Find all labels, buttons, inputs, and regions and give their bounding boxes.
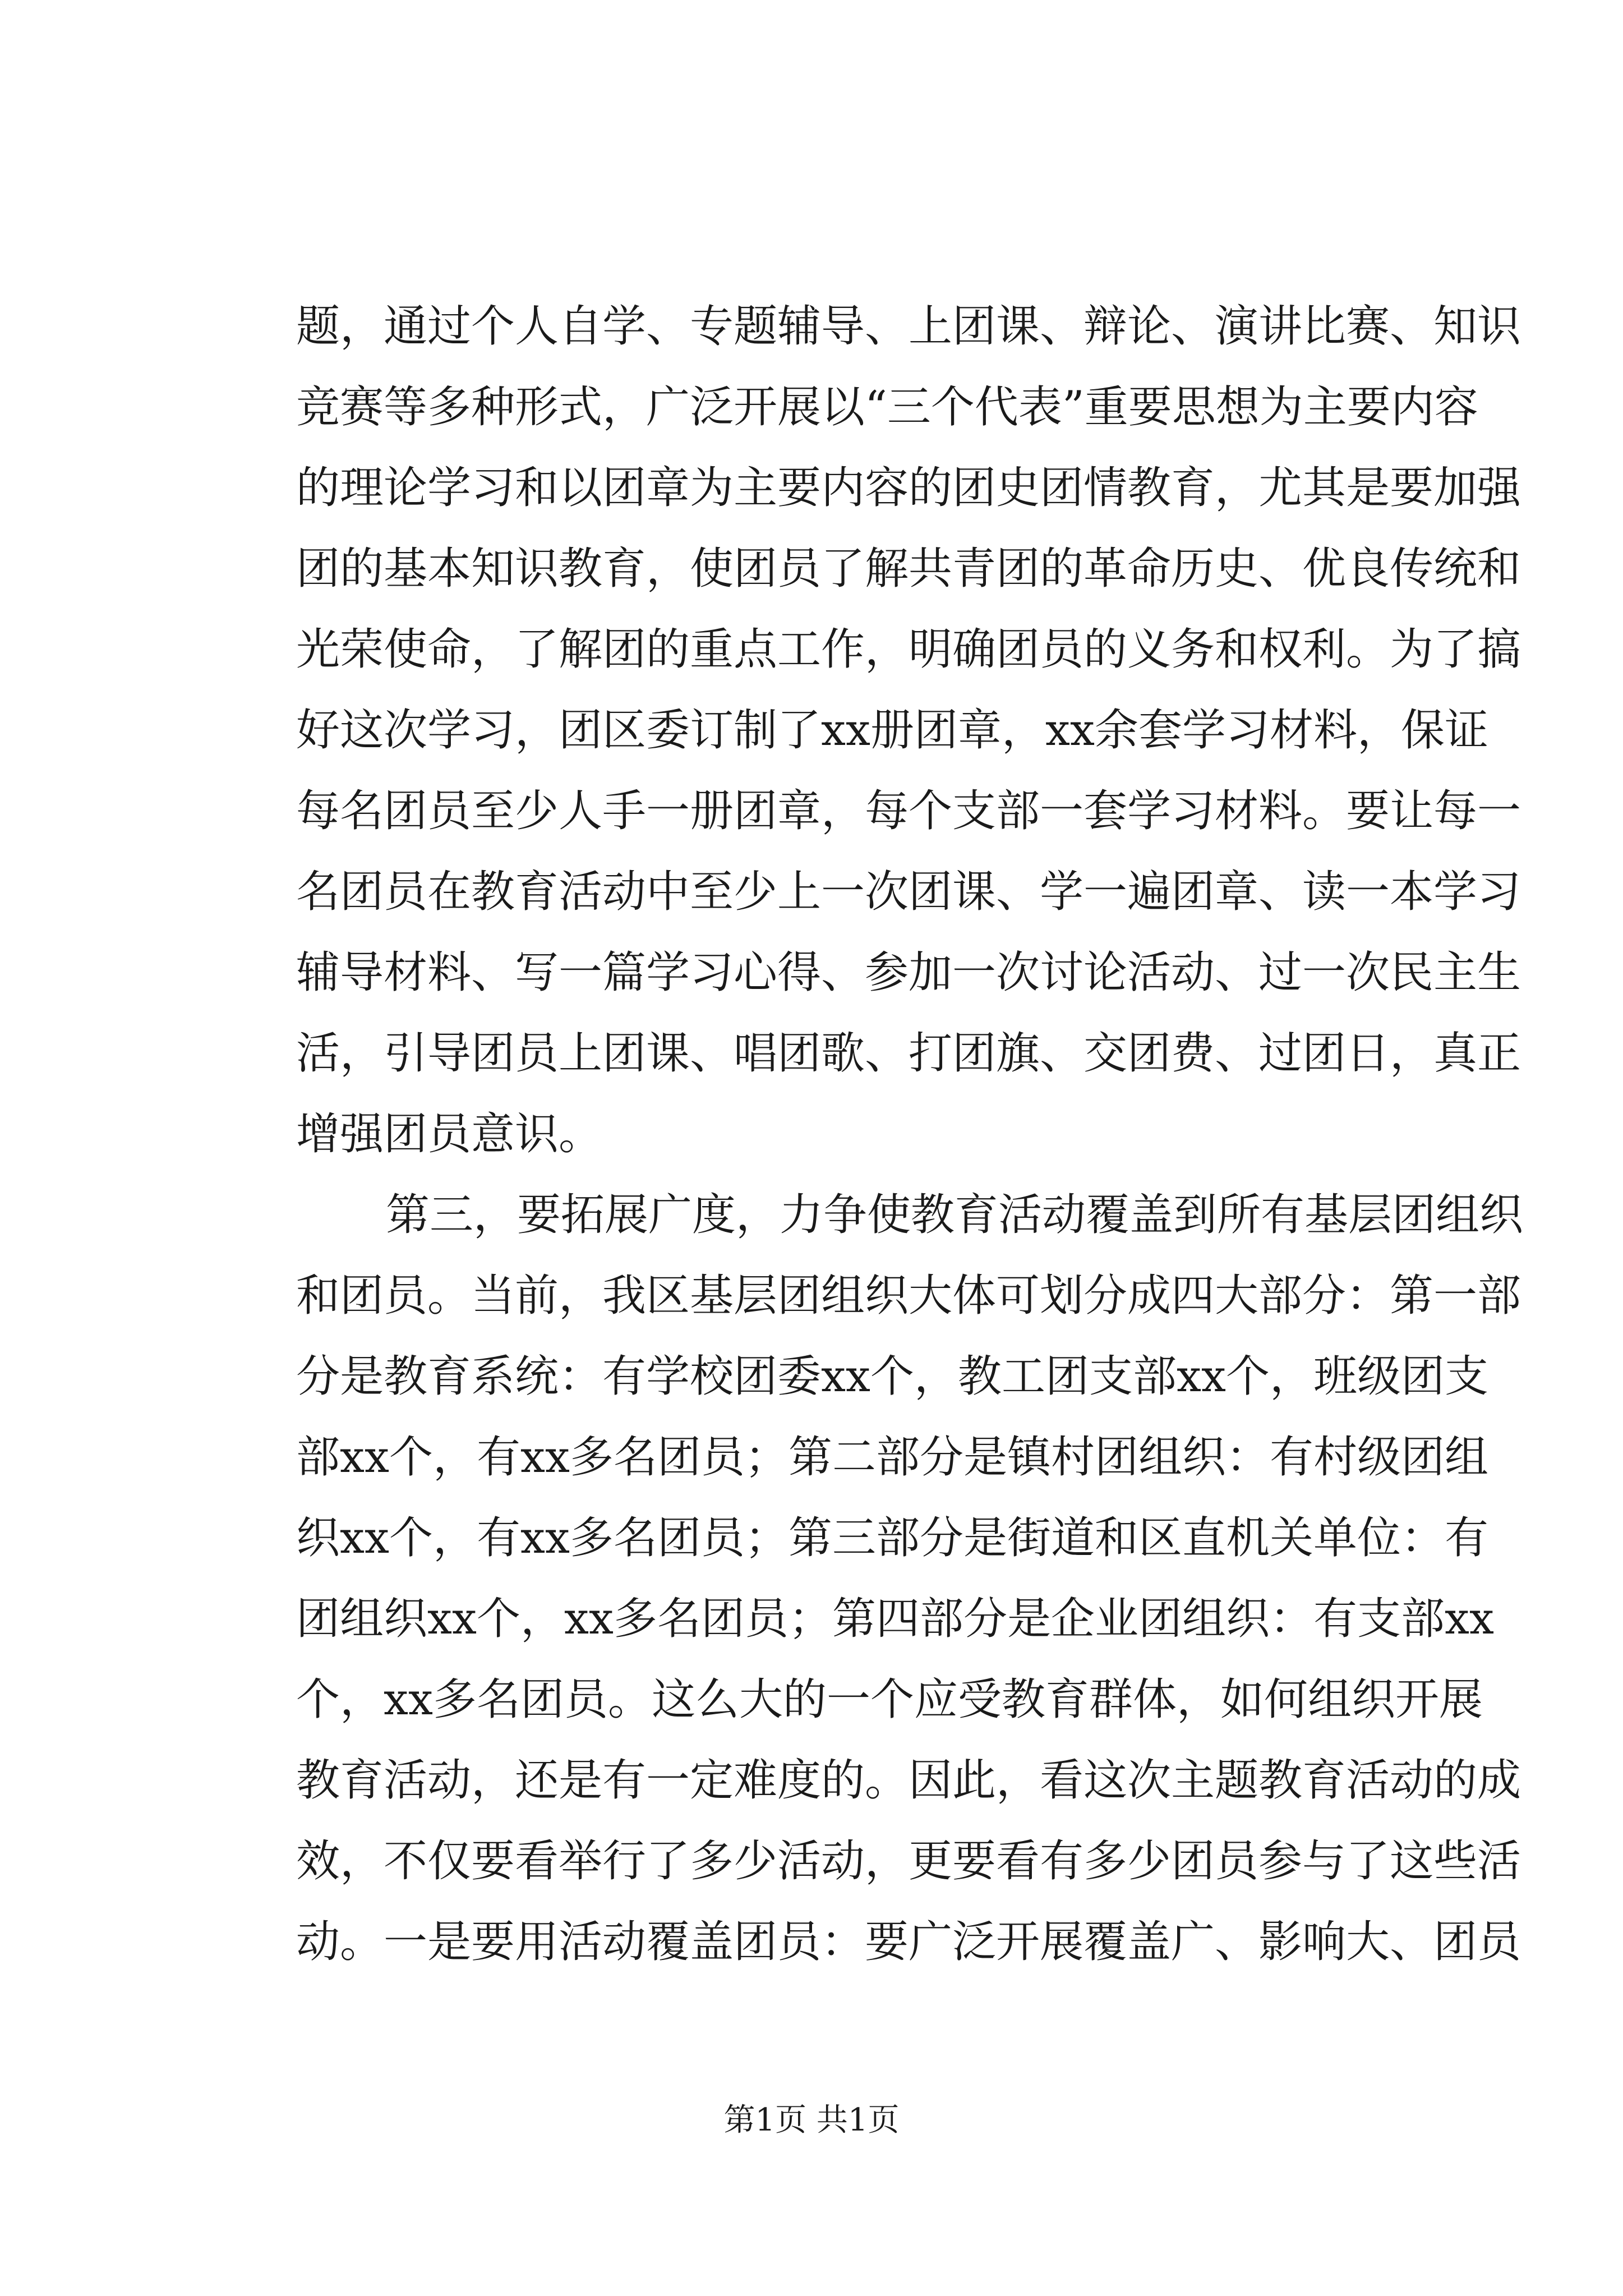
- text-line: 分是教育系统：有学校团委xx个，教工团支部xx个，班级团支: [296, 1351, 1488, 1402]
- text-line: 活，引导团员上团课、唱团歌、打团旗、交团费、过团日，真正: [296, 1028, 1521, 1079]
- text-line: 名团员在教育活动中至少上一次团课、学一遍团章、读一本学习: [296, 867, 1521, 917]
- text-line: 教育活动，还是有一定难度的。因此，看这次主题教育活动的成: [296, 1755, 1521, 1806]
- text-line: 竞赛等多种形式，广泛开展以“三个代表”重要思想为主要内容: [296, 382, 1478, 432]
- text-line: 和团员。当前，我区基层团组织大体可划分成四大部分：第一部: [296, 1271, 1521, 1321]
- text-line: 每名团员至少人手一册团章，每个支部一套学习材料。要让每一: [296, 786, 1521, 836]
- text-line: 织xx个，有xx多名团员；第三部分是街道和区直机关单位：有: [296, 1513, 1488, 1563]
- text-line: 部xx个，有xx多名团员；第二部分是镇村团组织：有村级团组: [296, 1432, 1488, 1483]
- text-line: 辅导材料、写一篇学习心得、参加一次讨论活动、过一次民主生: [296, 947, 1521, 998]
- text-line: 动。一是要用活动覆盖团员：要广泛开展覆盖广、影响大、团员: [296, 1917, 1521, 1967]
- text-line: 个，xx多名团员。这么大的一个应受教育群体，如何组织开展: [296, 1674, 1483, 1725]
- text-line: 团组织xx个，xx多名团员；第四部分是企业团组织：有支部xx: [296, 1594, 1494, 1644]
- text-line: 效，不仅要看举行了多少活动，更要看有多少团员参与了这些活: [296, 1836, 1521, 1887]
- text-line: 题，通过个人自学、专题辅导、上团课、辩论、演讲比赛、知识: [296, 301, 1521, 352]
- text-line: 的理论学习和以团章为主要内容的团史团情教育，尤其是要加强: [296, 463, 1521, 513]
- body-text: [296, 286, 1524, 1982]
- paragraph-first-line: 第三，要拓展广度，力争使教育活动覆盖到所有基层团组织: [386, 1190, 1524, 1240]
- text-line: 光荣使命，了解团的重点工作，明确团员的义务和权利。为了搞: [296, 624, 1521, 675]
- page-footer: 第1页 共1页: [723, 2102, 900, 2138]
- text-line: 团的基本知识教育，使团员了解共青团的革命历史、优良传统和: [296, 544, 1521, 594]
- text-line: 增强团员意识。: [296, 1109, 603, 1159]
- text-line: 好这次学习，团区委订制了xx册团章，xx余套学习材料，保证: [296, 705, 1488, 756]
